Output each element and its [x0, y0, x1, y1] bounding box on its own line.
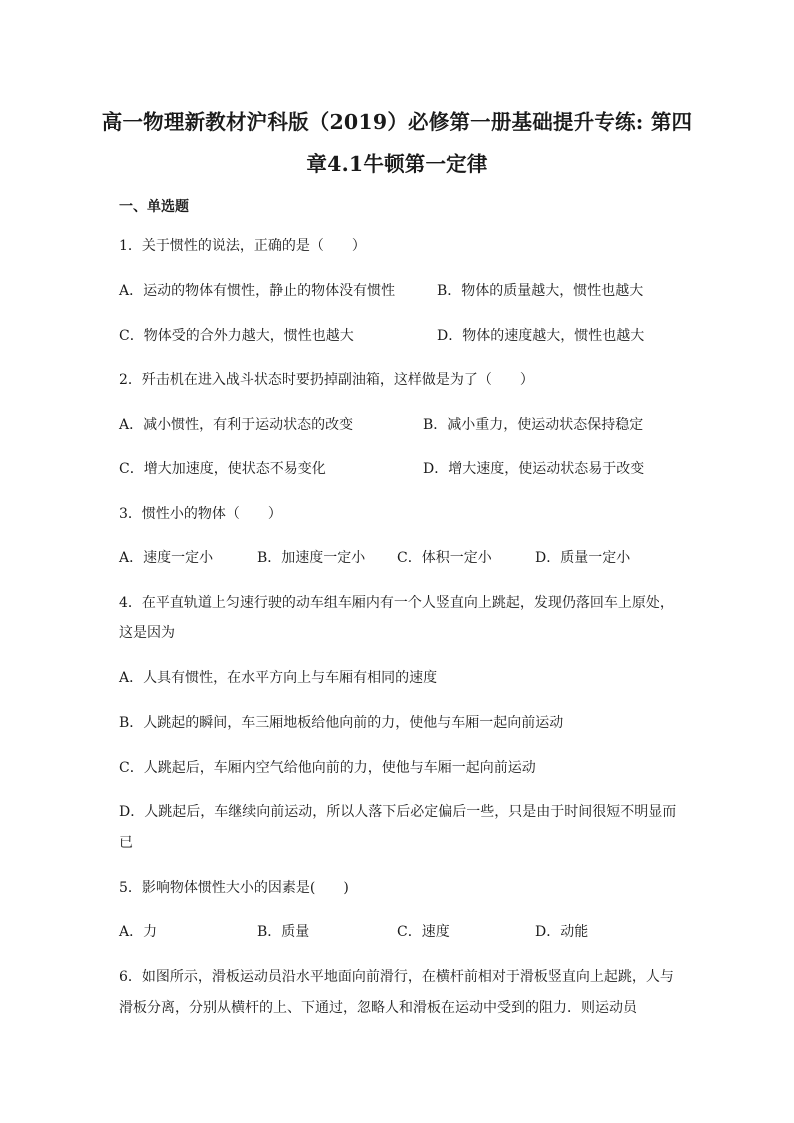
- question-1-option-c: C．物体受的合外力越大，惯性也越大: [119, 328, 354, 344]
- question-3-option-c: C．体积一定小: [397, 550, 492, 566]
- question-4-option-b: B．人跳起的瞬间，车三厢地板给他向前的力，使他与车厢一起向前运动: [119, 715, 564, 731]
- question-3-option-b: B．加速度一定小: [257, 550, 366, 566]
- question-4-option-d: D．人跳起后，车继续向前运动，所以人落下后必定偏后一些，只是由于时间很短不明显而: [119, 804, 677, 820]
- question-6-stem-line-2: 滑板分离，分别从横杆的上、下通过，忽略人和滑板在运动中受到的阻力．则运动员: [119, 1000, 637, 1016]
- question-4-option-d-continued: 已: [119, 835, 133, 851]
- document-title-line-2: 章4.1牛顿第一定律: [306, 152, 488, 176]
- question-2-option-a: A．减小惯性，有利于运动状态的改变: [119, 417, 354, 433]
- question-5-option-c: C．速度: [397, 924, 450, 940]
- question-4-stem-line-2: 这是因为: [119, 625, 175, 641]
- question-2-stem: 2．歼击机在进入战斗状态时要扔掉副油箱，这样做是为了（ ）: [119, 372, 534, 388]
- question-5-stem: 5．影响物体惯性大小的因素是( ): [119, 880, 349, 896]
- question-4-stem-line-1: 4．在平直轨道上匀速行驶的动车组车厢内有一个人竖直向上跳起，发现仍落回车上原处，: [119, 595, 674, 611]
- question-2-option-d: D．增大速度，使运动状态易于改变: [423, 461, 645, 477]
- question-5-option-b: B．质量: [257, 924, 310, 940]
- question-2-option-c: C．增大加速度，使状态不易变化: [119, 461, 326, 477]
- question-5-option-a: A．力: [119, 924, 158, 940]
- document-title-line-1: 高一物理新教材沪科版（2019）必修第一册基础提升专练: 第四: [101, 110, 693, 134]
- question-1-stem: 1．关于惯性的说法，正确的是（ ）: [119, 238, 366, 254]
- question-1-option-d: D．物体的速度越大，惯性也越大: [437, 328, 645, 344]
- question-3-option-d: D．质量一定小: [535, 550, 631, 566]
- question-4-option-a: A．人具有惯性，在水平方向上与车厢有相同的速度: [119, 670, 438, 686]
- question-1-option-b: B．物体的质量越大，惯性也越大: [437, 283, 644, 299]
- question-1-option-a: A．运动的物体有惯性，静止的物体没有惯性: [119, 283, 396, 299]
- question-6-stem-line-1: 6．如图所示，滑板运动员沿水平地面向前滑行，在横杆前相对于滑板竖直向上起跳，人与: [119, 969, 674, 985]
- question-2-option-b: B．减小重力，使运动状态保持稳定: [423, 417, 644, 433]
- question-3-stem: 3．惯性小的物体（ ）: [119, 506, 282, 522]
- question-5-option-d: D．动能: [535, 924, 589, 940]
- section-heading: 一、单选题: [119, 199, 189, 215]
- question-4-option-c: C．人跳起后，车厢内空气给他向前的力，使他与车厢一起向前运动: [119, 760, 536, 776]
- question-3-option-a: A．速度一定小: [119, 550, 214, 566]
